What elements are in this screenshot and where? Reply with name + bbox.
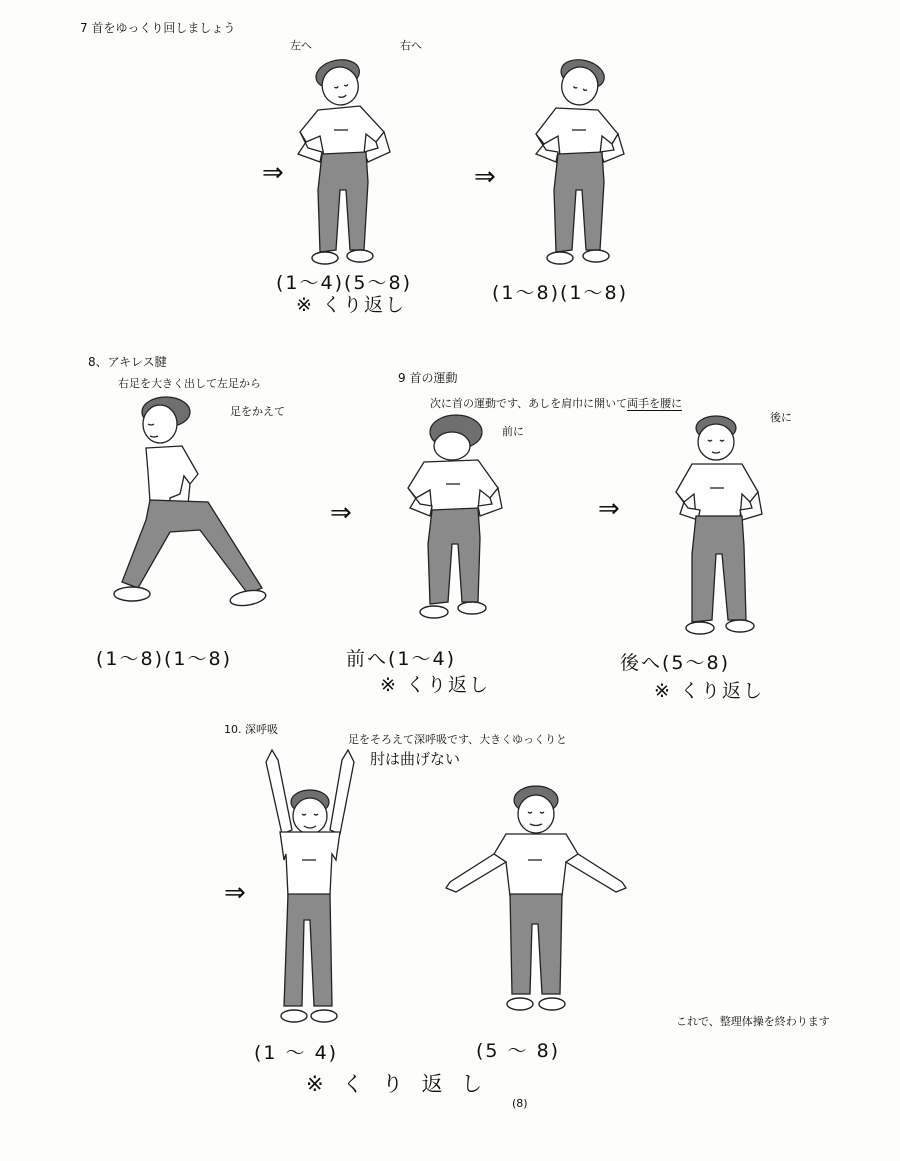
count-label: (1〜8)(1〜8) xyxy=(492,282,629,304)
closing-text: これで、整理体操を終わります xyxy=(676,1015,830,1028)
count-label: 後へ(5〜8) xyxy=(620,652,731,674)
figure-arms-raised xyxy=(256,750,366,1030)
figure-achilles-stretch xyxy=(108,392,278,612)
repeat-label: ※ くり返し xyxy=(296,294,406,316)
repeat-label: ※ くり返し xyxy=(380,674,490,696)
figure-neck-forward xyxy=(396,410,506,630)
figure-arms-lowered xyxy=(446,784,626,1024)
count-label: 前へ(1〜4) xyxy=(346,648,457,670)
section-8-desc-2: 足をかえて xyxy=(230,405,285,418)
repeat-label: ※ くり返し xyxy=(654,680,764,702)
section-9-title: 9 首の運動 xyxy=(398,371,458,385)
arrow-icon: ⇒ xyxy=(330,498,352,528)
left-label: 左へ xyxy=(290,39,312,52)
section-7-title: 7 首をゆっくり回しましょう xyxy=(80,21,236,35)
section-9-desc-emphasis: 両手を腰に xyxy=(627,397,683,410)
figure-neck-left xyxy=(280,50,400,280)
figure-neck-back xyxy=(670,414,770,644)
section-8-title: 8、アキレス腱 xyxy=(88,355,167,369)
repeat-label: ※ く り 返 し xyxy=(306,1072,489,1096)
count-label: (1〜4)(5〜8) xyxy=(276,272,413,294)
section-8-desc: 右足を大きく出して左足から xyxy=(118,377,261,390)
arrow-icon: ⇒ xyxy=(598,494,620,524)
arrow-icon: ⇒ xyxy=(474,162,496,192)
section-10-note: 肘は曲げない xyxy=(370,750,461,768)
front-label: 前に xyxy=(502,425,524,438)
count-label: (1〜8)(1〜8) xyxy=(96,648,233,670)
page-number: (8) xyxy=(512,1097,528,1110)
arrow-icon: ⇒ xyxy=(224,878,246,908)
right-label: 右へ xyxy=(400,39,422,52)
arrow-icon: ⇒ xyxy=(262,158,284,188)
back-label: 後に xyxy=(770,411,792,424)
figure-neck-right xyxy=(520,50,640,280)
section-10-title: 10. 深呼吸 xyxy=(224,723,278,736)
section-9-desc-text: 次に首の運動です、あしを肩巾に開いて xyxy=(430,397,628,410)
count-label: (5 〜 8) xyxy=(476,1040,561,1062)
section-10-desc: 足をそろえて深呼吸です、大きくゆっくりと xyxy=(348,733,568,746)
section-9-desc xyxy=(430,398,682,409)
count-label: (1 〜 4) xyxy=(254,1042,339,1064)
